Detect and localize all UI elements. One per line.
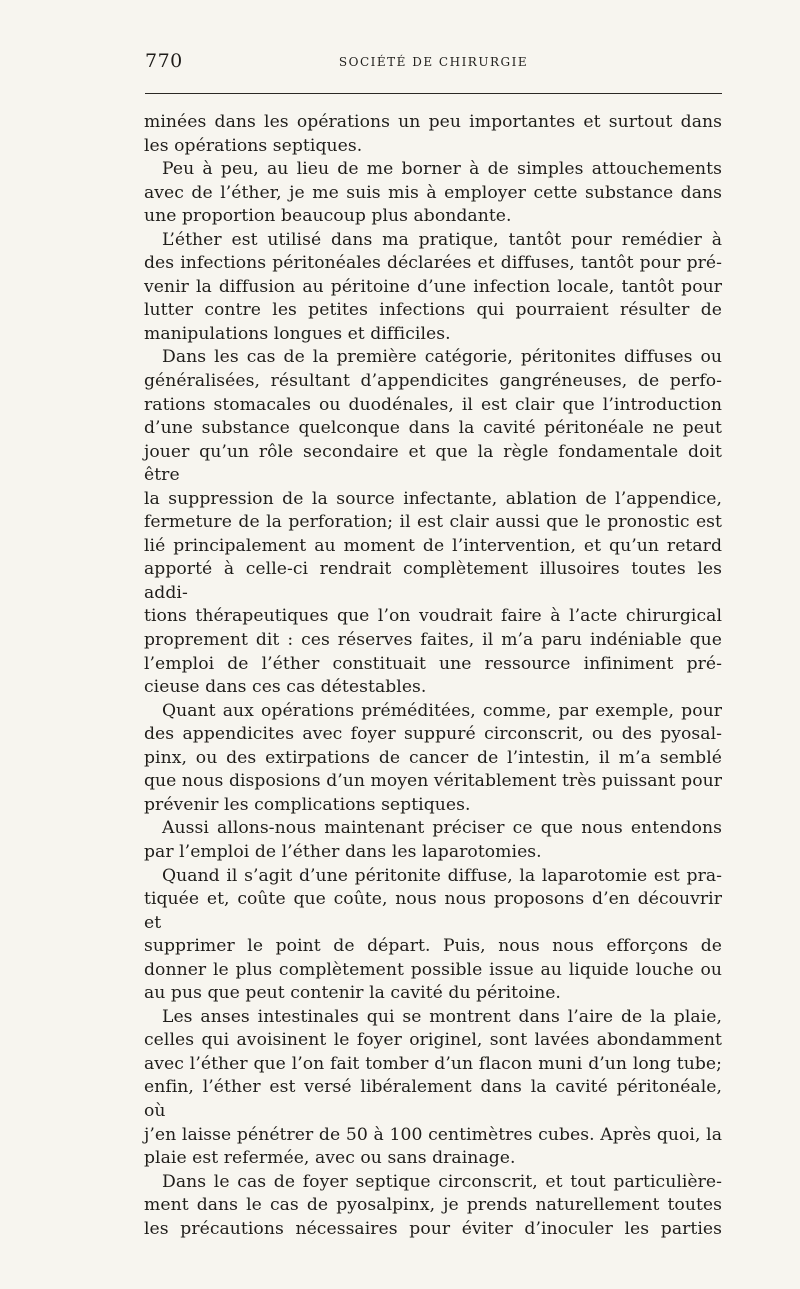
text-line: une proportion beaucoup plus abondante.	[144, 206, 512, 227]
text-line: avec l’éther que l’on fait tomber d’un flacon muni d’un long tube;	[144, 1053, 722, 1074]
page-number: 770	[145, 50, 183, 72]
text-line: Dans le cas de foyer septique circonscrit, et tout particulière-	[162, 1171, 722, 1192]
text-line: celles qui avoisinent le foyer originel, sont lavées abondamment	[144, 1030, 722, 1051]
text-line: lutter contre les petites infections qui pourraient résulter de	[144, 300, 722, 321]
paragraph	[144, 158, 722, 229]
header-rule	[145, 93, 722, 94]
text-line: minées dans les opérations un peu importantes et surtout dans	[144, 112, 722, 132]
text-line: Dans les cas de la première catégorie, péritonites diffuses ou	[162, 347, 722, 368]
text-line: lié principalement au moment de l’intervention, et qu’un retard	[144, 535, 722, 556]
paragraph	[144, 865, 722, 1006]
text-line: plaie est refermée, avec ou sans drainage.	[144, 1148, 516, 1169]
text-line: Quant aux opérations préméditées, comme, par exemple, pour	[162, 700, 722, 721]
text-line: des appendicites avec foyer suppuré circonscrit, ou des pyosal-	[144, 724, 722, 745]
paragraph	[144, 1171, 722, 1242]
text-line: avec de l’éther, je me suis mis à employer cette substance dans	[144, 182, 722, 203]
text-line: tiquée et, coûte que coûte, nous nous proposons d’en découvrir et	[144, 889, 722, 933]
text-line: donner le plus complètement possible issue au liquide louche ou	[144, 959, 722, 980]
text-line: tions thérapeutiques que l’on voudrait faire à l’acte chirurgical	[144, 606, 722, 627]
paragraph	[144, 1006, 722, 1171]
text-line: la suppression de la source infectante, ablation de l’appendice,	[144, 488, 722, 509]
page-header	[145, 50, 722, 80]
text-line: Quand il s’agit d’une péritonite diffuse, la laparotomie est pra-	[162, 865, 722, 886]
paragraph	[144, 346, 722, 699]
text-line: cieuse dans ces cas détestables.	[144, 677, 427, 698]
text-line: rations stomacales ou duodénales, il est clair que l’introduction	[144, 394, 722, 415]
text-line: généralisées, résultant d’appendicites gangréneuses, de perfo-	[144, 371, 722, 392]
text-line: au pus que peut contenir la cavité du péritoine.	[144, 983, 561, 1004]
text-line: manipulations longues et difficiles.	[144, 323, 451, 344]
paragraph	[144, 817, 722, 864]
text-line: supprimer le point de départ. Puis, nous nous efforçons de	[144, 936, 722, 957]
text-line: Les anses intestinales qui se montrent dans l’aire de la plaie,	[162, 1006, 722, 1027]
text-line: par l’emploi de l’éther dans les laparotomies.	[144, 841, 542, 862]
text-line: des infections péritonéales déclarées et diffuses, tantôt pour pré-	[144, 253, 722, 274]
text-line: ment dans le cas de pyosalpinx, je prends naturellement toutes	[144, 1195, 722, 1216]
text-line: que nous disposions d’un moyen véritablement très puissant pour	[144, 771, 722, 792]
text-line: apporté à celle-ci rendrait complètement illusoires toutes les addi-	[144, 559, 722, 603]
text-line: L’éther est utilisé dans ma pratique, tantôt pour remédier à	[162, 229, 722, 250]
text-line: pinx, ou des extirpations de cancer de l’intestin, il m’a semblé	[144, 747, 722, 768]
text-line: les opérations septiques.	[144, 135, 363, 156]
text-line: Aussi allons-nous maintenant préciser ce que nous entendons	[162, 818, 722, 839]
text-line: les précautions nécessaires pour éviter d’inoculer les parties	[144, 1218, 722, 1239]
text-line: proprement dit : ces réserves faites, il m’a paru indéniable que	[144, 630, 722, 651]
body-text	[144, 111, 722, 1241]
text-line: venir la diffusion au péritoine d’une infection locale, tantôt pour	[144, 276, 722, 297]
text-line: jouer qu’un rôle secondaire et que la règle fondamentale doit être	[144, 441, 722, 486]
text-line: enfin, l’éther est versé libéralement dans la cavité péritonéale, où	[144, 1077, 722, 1121]
text-line: j’en laisse pénétrer de 50 à 100 centimètres cubes. Après quoi, la	[144, 1124, 722, 1145]
text-line: Peu à peu, au lieu de me borner à de simples attouchements	[162, 159, 722, 180]
text-line: d’une substance quelconque dans la cavité péritonéale ne peut	[144, 418, 722, 439]
text-line: prévenir les complications septiques.	[144, 794, 471, 815]
paragraph	[144, 229, 722, 347]
paragraph	[144, 700, 722, 818]
running-title: SOCIÉTÉ DE CHIRURGIE	[338, 55, 529, 69]
text-line: fermeture de la perforation; il est clair aussi que le pronostic est	[144, 512, 722, 533]
text-line: l’emploi de l’éther constituait une ressource infiniment pré-	[144, 653, 722, 674]
paragraph	[144, 111, 722, 158]
